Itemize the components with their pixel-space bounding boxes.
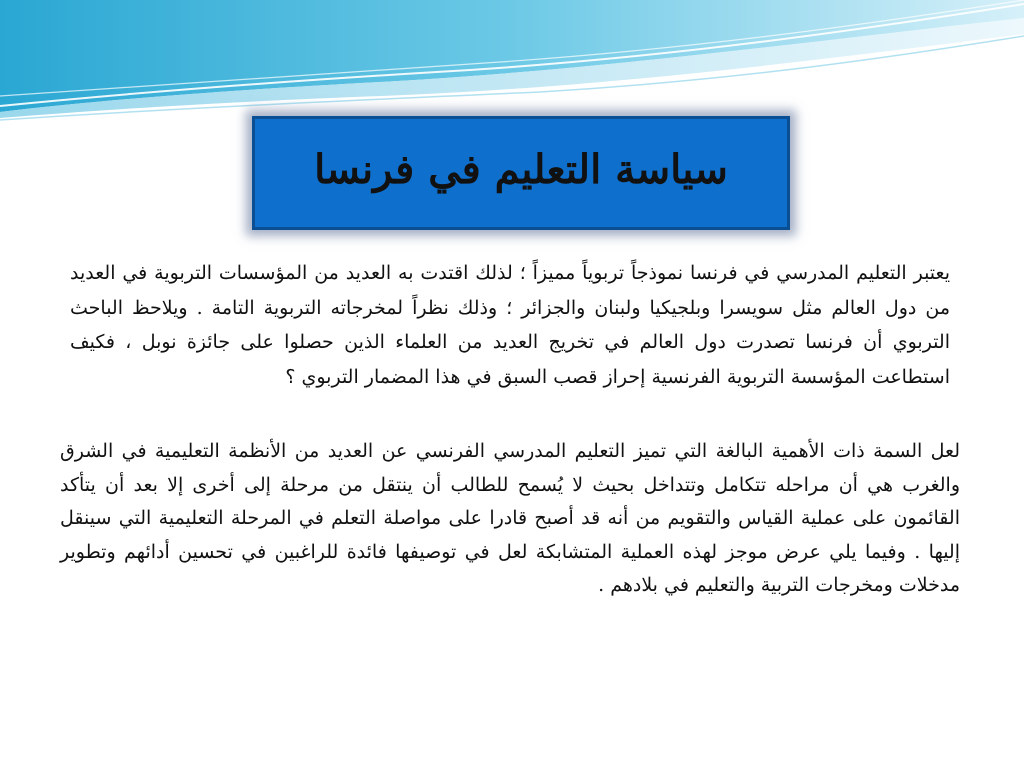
slide-title: سياسة التعليم في فرنسا [314,146,728,193]
body-paragraph-1: يعتبر التعليم المدرسي في فرنسا نموذجاً تربوياً مميزاً ؛ لذلك اقتدت به العديد من المؤسسات التربوية في العديد من دول العالم مثل سويسرا وبلجيكيا ولبنان والجزائر ؛ وذلك نظراً لمخرجاته التربوية التامة . ويلاحظ الباحث التربوي أن فرنسا تصدرت دول العالم في تخريج العديد من العلماء الذين حصلوا على جائزة نوبل ، فكيف استطاعت المؤسسة التربوية الفرنسية إحراز قصب السبق في هذا المضمار التربوي ؟ [70,262,950,388]
body-paragraph-2: لعل السمة ذات الأهمية البالغة التي تميز التعليم المدرسي الفرنسي عن العديد من الأنظمة التعليمية في الشرق والغرب هي أن مراحله تتكامل وتتداخل بحيث لا يُسمح للطالب أن ينتقل من مرحلة إلى أخرى إلا بعد أن يتأكد القائمون على عملية القياس والتقويم من أنه قد أصبح قادرا على مواصلة التعلم في المرحلة التعليمية التي سينقل إليها . وفيما يلي عرض موجز لهذه العملية المتشابكة لعل في توصيفها فائدة للراغبين في تحسين أدائهم وتطوير مدخلات ومخرجات التربية والتعليم في بلادهم . [60,440,960,596]
header-wave-decoration [0,0,1024,130]
title-box [252,116,790,230]
